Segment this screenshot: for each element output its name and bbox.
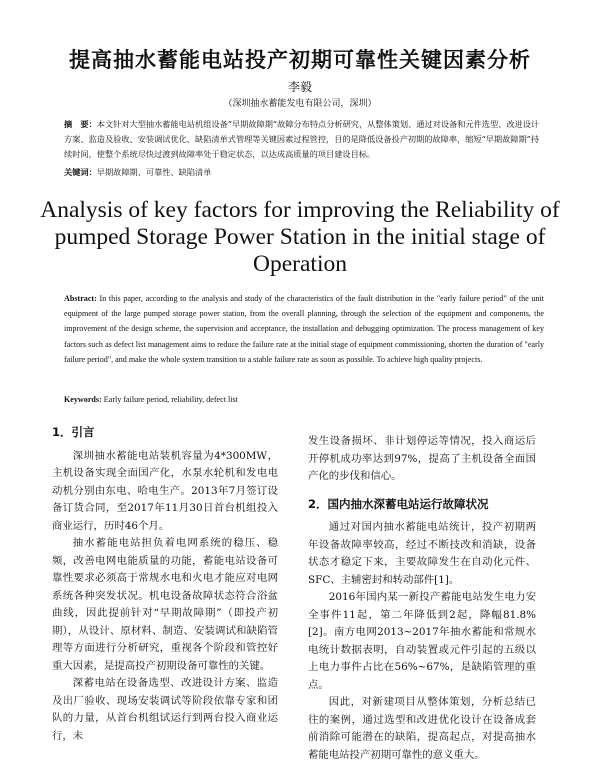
keywords-zh bbox=[64, 167, 542, 178]
section-1-paragraph-1: 深圳抽水蓄能电站装机容量为4*300MW，主机设备实现全面国产化，水泵水轮机和发电电动机分别由东电、哈电生产。2013年7月签订设备订货合同，至2017年11月30日首台机组投入商业运行，历时46个月。 bbox=[52, 449, 278, 532]
author-name: 李毅 bbox=[287, 80, 312, 94]
body-column-right bbox=[308, 433, 536, 764]
author-affiliation: （深圳抽水蓄能发电有限公司，深圳） bbox=[223, 99, 377, 109]
body-column-left bbox=[52, 418, 278, 745]
abstract-en-label: Abstract: bbox=[64, 294, 97, 303]
abstract-en bbox=[64, 291, 544, 367]
section-2-heading: 2．国内抽水深蓄电站运行故障状况 bbox=[308, 496, 489, 511]
section-1-heading: 1．引言 bbox=[52, 425, 95, 439]
keywords-zh-text: 早期故障期、可靠性、缺陷清单 bbox=[96, 167, 212, 177]
abstract-zh bbox=[64, 117, 542, 162]
section-1-paragraph-4: 发生设备损坏、非计划停运等情况，投入商运后开停机成功率达到97%，提高了主机设备全面国产化的步伐和信心。 bbox=[308, 435, 536, 482]
keywords-zh-label: 关键词： bbox=[64, 167, 97, 177]
paper-title-en: Analysis of key factors for improving the Reliability of pumped Storage Power Station in the initial stage of Operation bbox=[40, 197, 560, 277]
abstract-zh-label: 摘 要： bbox=[64, 119, 97, 129]
abstract-en-text: In this paper, according to the analysis and study of the characteristics of the fault distribution in the "early failure period" of the unit equipment of the large pumped storage power station, from the overall planning, through the selection of the equipment and components, the improvement of the design scheme, the supervision and acceptance, the installation and debugging optimization. The process management of key factors such as defect list management aims to reduce the failure rate at the initial stage of equipment commissioning, shorten the duration of "early failure period", and make the whole system transition to a stable failure rate as soon as possible. To achieve high quality projects. bbox=[64, 294, 544, 364]
section-1-paragraph-3: 深蓄电站在设备选型、改进设计方案、监造及出厂验收、现场安装调试等阶段依靠专家和团队的力量，从首台机组试运行到两台投入商业运行，未 bbox=[52, 677, 278, 742]
abstract-zh-text: 本文针对大型抽水蓄能电站机组设备“早期故障期”故障分布特点分析研究，从整体策划、通过对设备和元件选型、改进设计方案、监造及验收、安装调试优化、缺陷清单式管理等关键因素过程管控，目的是降低设备投产初期的故障率，缩短“早期故障期”持续时间，使整个系统尽快过渡到故障率处于稳定状态，以达成高质量的项目建设目标。 bbox=[64, 119, 540, 159]
section-2-paragraph-2: 2016年国内某一新投产蓄能电站发生电力安全事件11起，第二年降低到2起，降幅81.8%[2]。南方电网2013~2017年抽水蓄能和常规水电统计数据表明，自动装置或元件引起的五级以上电力事件占比在56%~67%，是缺陷管理的重点。 bbox=[308, 591, 536, 691]
paper-title-zh: 提高抽水蓄能电站投产初期可靠性关键因素分析 bbox=[69, 48, 531, 72]
keywords-en-text: Early failure period, reliability, defect list bbox=[103, 395, 238, 404]
keywords-en bbox=[64, 395, 544, 404]
section-2-paragraph-1: 通过对国内抽水蓄能电站统计，投产初期两年设备故障率较高，经过不断技改和消缺，设备状态才稳定下来，主要故障发生在自动化元件、SFC、主辅密封和转动部件[1]。 bbox=[308, 521, 536, 586]
section-1-paragraph-2: 抽水蓄能电站担负着电网系统的稳压、稳频，改善电网电能质量的功能，蓄能电站设备可靠性要求必须高于常规水电和火电才能应对电网系统各种突发状况。机电设备故障状态符合浴盆曲线，因此提前针对“早期故障期”（即投产初期），从设计、原材料、制造、安装调试和缺陷管理等方面进行分析研究，重视各个阶段和管控好重大因素，是提高投产初期设备可靠性的关键。 bbox=[52, 537, 278, 672]
keywords-en-label: Keywords: bbox=[64, 395, 102, 404]
section-2-paragraph-3: 因此，对新建项目从整体策划，分析总结已往的案例，通过选型和改进优化设计在设备成套前消除可能潜在的缺陷，提高起点，对提高抽水蓄能电站投产初期可靠性的意义重大。 bbox=[308, 696, 536, 761]
